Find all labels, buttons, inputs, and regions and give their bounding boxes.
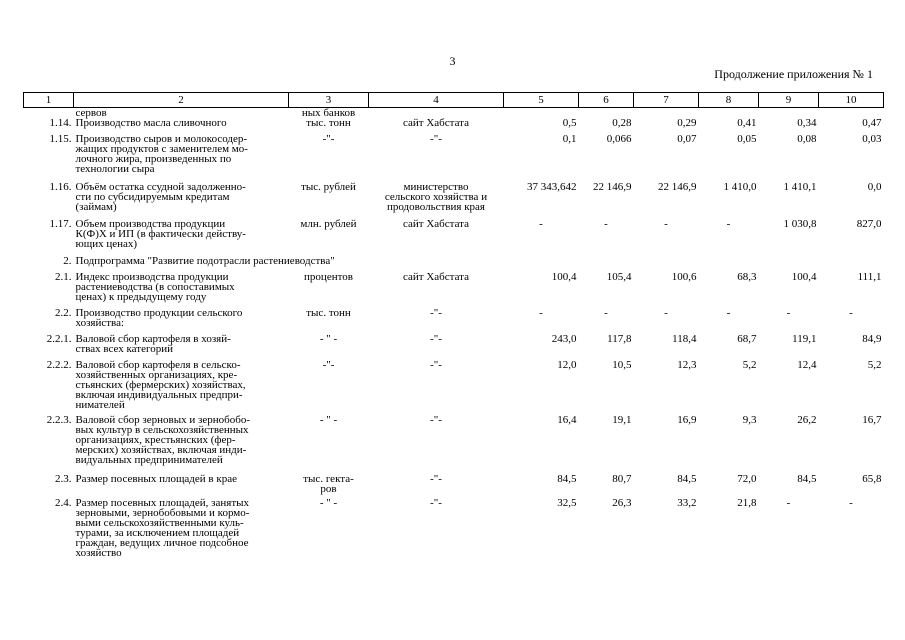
header-col-7: 7 (634, 93, 699, 108)
value-col-9: 100,4 (791, 271, 817, 283)
value-col-8: 1 410,0 (723, 181, 757, 193)
value-col-8: - (726, 307, 731, 319)
table-row (24, 334, 884, 360)
value-col-10: 827,0 (856, 218, 882, 230)
table-row (24, 219, 884, 256)
value-col-5: 0,5 (562, 117, 577, 129)
value-col-8: 21,8 (737, 497, 757, 509)
header-col-9: 9 (759, 93, 819, 108)
source-cell: -"- (430, 359, 442, 371)
value-col-6: 117,8 (607, 333, 632, 345)
indicator-name: Производство сыров и молокосодер- жащих продуктов с заменителем мо- лочного жира, произведенных по технологии сыра (75, 133, 248, 175)
value-col-10: 5,2 (867, 359, 882, 371)
value-col-7: 100,6 (671, 271, 697, 283)
value-col-5: 32,5 (557, 497, 577, 509)
value-col-8: 0,05 (737, 133, 757, 145)
source-cell: министерство сельского хозяйства и продовольствия края (384, 181, 488, 213)
table-row (24, 474, 884, 498)
indicator-name: Индекс производства продукции растениеводства (в сопоставимых ценах) к предыдущему году (75, 271, 235, 303)
value-col-6 (579, 256, 634, 272)
value-col-7: 118,4 (672, 333, 697, 345)
value-col-5: 37 343,642 (527, 181, 577, 193)
source-cell: -"- (430, 133, 442, 145)
row-number: 1.16. (49, 181, 72, 193)
row-number: 2.2.3. (46, 414, 72, 426)
source-cell: -"- (430, 414, 442, 426)
value-col-10: 0,47 (862, 117, 882, 129)
continuation-label: Продолжение приложения № 1 (714, 67, 873, 81)
value-col-6: - (604, 307, 608, 319)
value-col-7: 12,3 (677, 359, 697, 371)
value-col-9: 0,08 (797, 133, 817, 145)
indicator-name: Размер посевных площадей в крае (75, 473, 237, 485)
value-col-6: 10,5 (612, 359, 632, 371)
value-col-10: 0,0 (867, 181, 882, 193)
unit-cell: тыс. рублей (301, 181, 356, 193)
value-col-5: 100,4 (551, 271, 577, 283)
header-row (24, 93, 884, 108)
indicator-name: сервов (75, 107, 107, 119)
table-row (24, 498, 884, 568)
value-col-8: 72,0 (737, 473, 757, 485)
header-col-4: 4 (369, 93, 504, 108)
indicator-name: Размер посевных площадей, занятых зерновыми, зернобобовыми и кормо- выми сельскохозяйственными куль- турами, за исключением площадей граждан, ведущих личное подсобное хозяйство (75, 497, 250, 559)
value-col-9: - (786, 497, 791, 509)
unit-cell: -"- (322, 133, 335, 145)
unit-cell: процентов (304, 271, 353, 283)
value-col-7: 33,2 (677, 497, 697, 509)
table-row (24, 360, 884, 415)
value-col-6: 22 146,9 (593, 181, 632, 193)
value-col-7: - (664, 218, 668, 230)
row-number: 2.4. (55, 497, 72, 509)
indicator-name: Объём остатка ссудной задолженно- сти по субсидируемым кредитам (займам) (75, 181, 246, 213)
table-row (24, 415, 884, 474)
row-number: 1.14. (49, 117, 72, 129)
header-col-2: 2 (74, 93, 289, 108)
value-col-6: 105,4 (606, 271, 632, 283)
value-col-9: 1 410,1 (783, 181, 817, 193)
value-col-7: 0,07 (677, 133, 697, 145)
value-col-6: 19,1 (612, 414, 632, 426)
value-col-5: 84,5 (557, 473, 577, 485)
source-cell: -"- (430, 333, 442, 345)
value-col-6: 0,066 (606, 133, 632, 145)
value-col-7: - (664, 307, 668, 319)
page-number: 3 (449, 54, 456, 68)
indicator-name: Валовой сбор картофеля в сельско- хозяйственных организациях, кре- стьянских (фермерских) хозяйствах, включая индивидуальных предпри- нимателей (75, 359, 246, 411)
value-col-9: 12,4 (797, 359, 817, 371)
value-col-5: 12,0 (557, 359, 577, 371)
table-row (24, 134, 884, 182)
header-col-10: 10 (819, 93, 884, 108)
subprogram-title: Подпрограмма "Развитие подотрасли растениеводства" (75, 255, 335, 267)
indicator-name: Производство продукции сельского хозяйства: (75, 307, 243, 329)
unit-cell: - " - (319, 333, 338, 345)
indicator-name: Объем производства продукции К(Ф)Х и ИП (в фактически действу- ющих ценах) (75, 218, 246, 250)
indicator-name: Валовой сбор картофеля в хозяй- ствах всех категорий (75, 333, 231, 355)
unit-cell: - " - (319, 414, 338, 426)
value-col-9 (759, 256, 819, 272)
value-col-8: 68,7 (737, 333, 757, 345)
source-cell: -"- (430, 473, 442, 485)
value-col-10: 0,03 (862, 133, 882, 145)
table-row (24, 118, 884, 134)
value-col-10: 65,8 (862, 473, 882, 485)
header-col-8: 8 (699, 93, 759, 108)
value-col-5 (504, 256, 579, 272)
table-body (24, 108, 884, 569)
value-col-10: 16,7 (862, 414, 882, 426)
value-col-9: 119,1 (792, 333, 817, 345)
unit-cell: млн. рублей (300, 218, 357, 230)
value-col-10 (819, 256, 884, 272)
indicator-name: Производство масла сливочного (75, 117, 227, 129)
row-number: 2.2.2. (46, 359, 72, 371)
value-col-8 (699, 256, 759, 272)
value-col-8: 9,3 (742, 414, 757, 426)
value-col-9: - (786, 307, 791, 319)
unit-cell: -"- (322, 359, 335, 371)
unit-cell: тыс. тонн (306, 117, 351, 129)
row-number: 2.2. (55, 307, 72, 319)
unit-cell: - " - (319, 497, 338, 509)
row-number: 1.15. (49, 133, 72, 145)
value-col-8: - (726, 218, 731, 230)
value-col-5: 0,1 (562, 133, 577, 145)
value-col-7 (634, 256, 699, 272)
source-cell: сайт Хабстата (402, 218, 469, 230)
value-col-6: 80,7 (612, 473, 632, 485)
source-cell: -"- (430, 497, 442, 509)
row-number: 2.3. (55, 473, 72, 485)
value-col-5: 243,0 (551, 333, 577, 345)
row-number: 2.2.1. (46, 333, 72, 345)
unit-cell: ных банков (301, 107, 356, 119)
header-col-5: 5 (504, 93, 579, 108)
value-col-7: 84,5 (677, 473, 697, 485)
value-col-8: 0,41 (737, 117, 757, 129)
row-number: 2. (63, 255, 72, 267)
table-row (24, 256, 884, 272)
value-col-10: 111,1 (857, 271, 882, 283)
value-col-8: 68,3 (737, 271, 757, 283)
unit-cell: тыс. тонн (306, 307, 351, 319)
indicator-name: Валовой сбор зерновых и зернобобо- вых культур в сельскохозяйственных организациях, крестьянских (фер- мерских) хозяйствах, включая инди- видуальных предпринимателей (75, 414, 250, 466)
source-cell: сайт Хабстата (402, 117, 469, 129)
value-col-9: 26,2 (797, 414, 817, 426)
value-col-7: 16,9 (677, 414, 697, 426)
value-col-9: 0,34 (797, 117, 817, 129)
table-row (24, 308, 884, 334)
value-col-5: 16,4 (557, 414, 577, 426)
value-col-10: - (849, 307, 853, 319)
value-col-7: 0,29 (677, 117, 697, 129)
row-number: 1.17. (49, 218, 72, 230)
value-col-9: 84,5 (797, 473, 817, 485)
source-cell: сайт Хабстата (402, 271, 469, 283)
header-col-1: 1 (24, 93, 74, 108)
source-cell: -"- (430, 307, 442, 319)
indicators-table (23, 92, 884, 568)
value-col-5: - (539, 307, 543, 319)
value-col-6: 26,3 (612, 497, 632, 509)
value-col-10: - (849, 497, 853, 509)
value-col-9: 1 030,8 (783, 218, 817, 230)
value-col-6: - (604, 218, 608, 230)
header-col-3: 3 (289, 93, 369, 108)
value-col-6: 0,28 (612, 117, 632, 129)
unit-cell: тыс. гекта- ров (303, 473, 354, 495)
value-col-10: 84,9 (862, 333, 882, 345)
value-col-8: 5,2 (742, 359, 757, 371)
value-col-5: - (539, 218, 543, 230)
value-col-7: 22 146,9 (658, 181, 697, 193)
table-row (24, 272, 884, 308)
row-number: 2.1. (55, 271, 72, 283)
table-row (24, 182, 884, 219)
header-col-6: 6 (579, 93, 634, 108)
